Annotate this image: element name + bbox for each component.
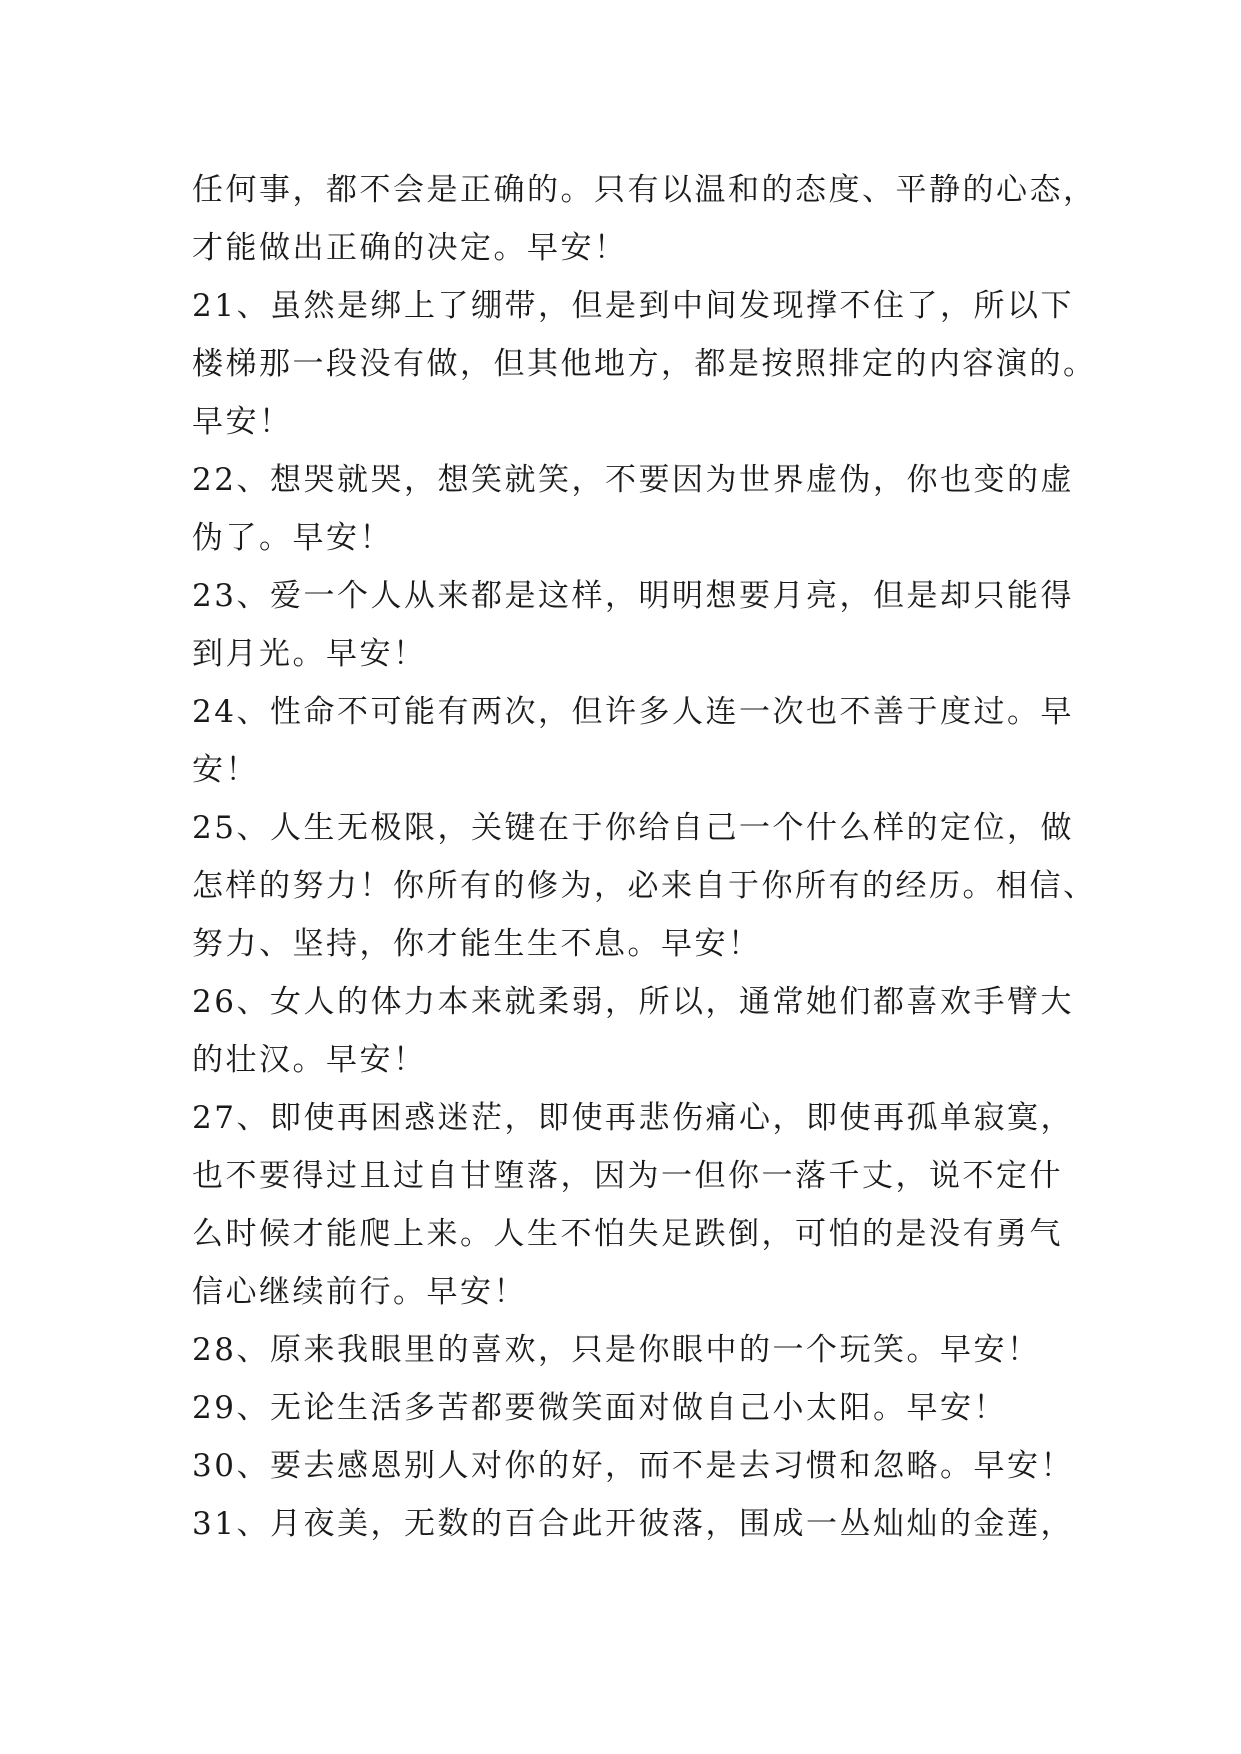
text-line: 怎样的努力！你所有的修为，必来自于你所有的经历。相信、 bbox=[192, 868, 1097, 904]
text-line: 22、想哭就哭，想笑就笑，不要因为世界虚伪，你也变的虚 bbox=[192, 462, 1074, 498]
text-line: 才能做出正确的决定。早安！ bbox=[192, 230, 628, 266]
text-line: 任何事，都不会是正确的。只有以温和的态度、平静的心态， bbox=[192, 172, 1097, 208]
text-line: 28、原来我眼里的喜欢，只是你眼中的一个玩笑。早安！ bbox=[192, 1332, 1041, 1368]
document-body bbox=[192, 161, 1097, 1553]
text-line: 的壮汉。早安！ bbox=[192, 1042, 427, 1078]
text-line: 安！ bbox=[192, 752, 259, 788]
text-line: 29、无论生活多苦都要微笑面对做自己小太阳。早安！ bbox=[192, 1390, 1007, 1426]
text-line: 25、人生无极限，关键在于你给自己一个什么样的定位，做 bbox=[192, 810, 1074, 846]
text-line: 到月光。早安！ bbox=[192, 636, 427, 672]
text-line: 26、女人的体力本来就柔弱，所以，通常她们都喜欢手臂大 bbox=[192, 984, 1074, 1020]
text-line: 么时候才能爬上来。人生不怕失足跌倒，可怕的是没有勇气 bbox=[192, 1216, 1063, 1252]
text-line: 30、要去感恩别人对你的好，而不是去习惯和忽略。早安！ bbox=[192, 1448, 1074, 1484]
text-line: 23、爱一个人从来都是这样，明明想要月亮，但是却只能得 bbox=[192, 578, 1074, 614]
text-line: 早安！ bbox=[192, 404, 293, 440]
text-line: 楼梯那一段没有做，但其他地方，都是按照排定的内容演的。 bbox=[192, 346, 1097, 382]
text-line: 也不要得过且过自甘堕落，因为一但你一落千丈，说不定什 bbox=[192, 1158, 1063, 1194]
text-line: 伪了。早安！ bbox=[192, 520, 393, 556]
text-line: 24、性命不可能有两次，但许多人连一次也不善于度过。早 bbox=[192, 694, 1074, 730]
text-line: 信心继续前行。早安！ bbox=[192, 1274, 527, 1310]
text-line: 31、月夜美，无数的百合此开彼落，围成一丛灿灿的金莲， bbox=[192, 1506, 1074, 1542]
text-line: 努力、坚持，你才能生生不息。早安！ bbox=[192, 926, 762, 962]
text-line: 27、即使再困惑迷茫，即使再悲伤痛心，即使再孤单寂寞， bbox=[192, 1100, 1074, 1136]
text-line: 21、虽然是绑上了绷带，但是到中间发现撑不住了，所以下 bbox=[192, 288, 1074, 324]
